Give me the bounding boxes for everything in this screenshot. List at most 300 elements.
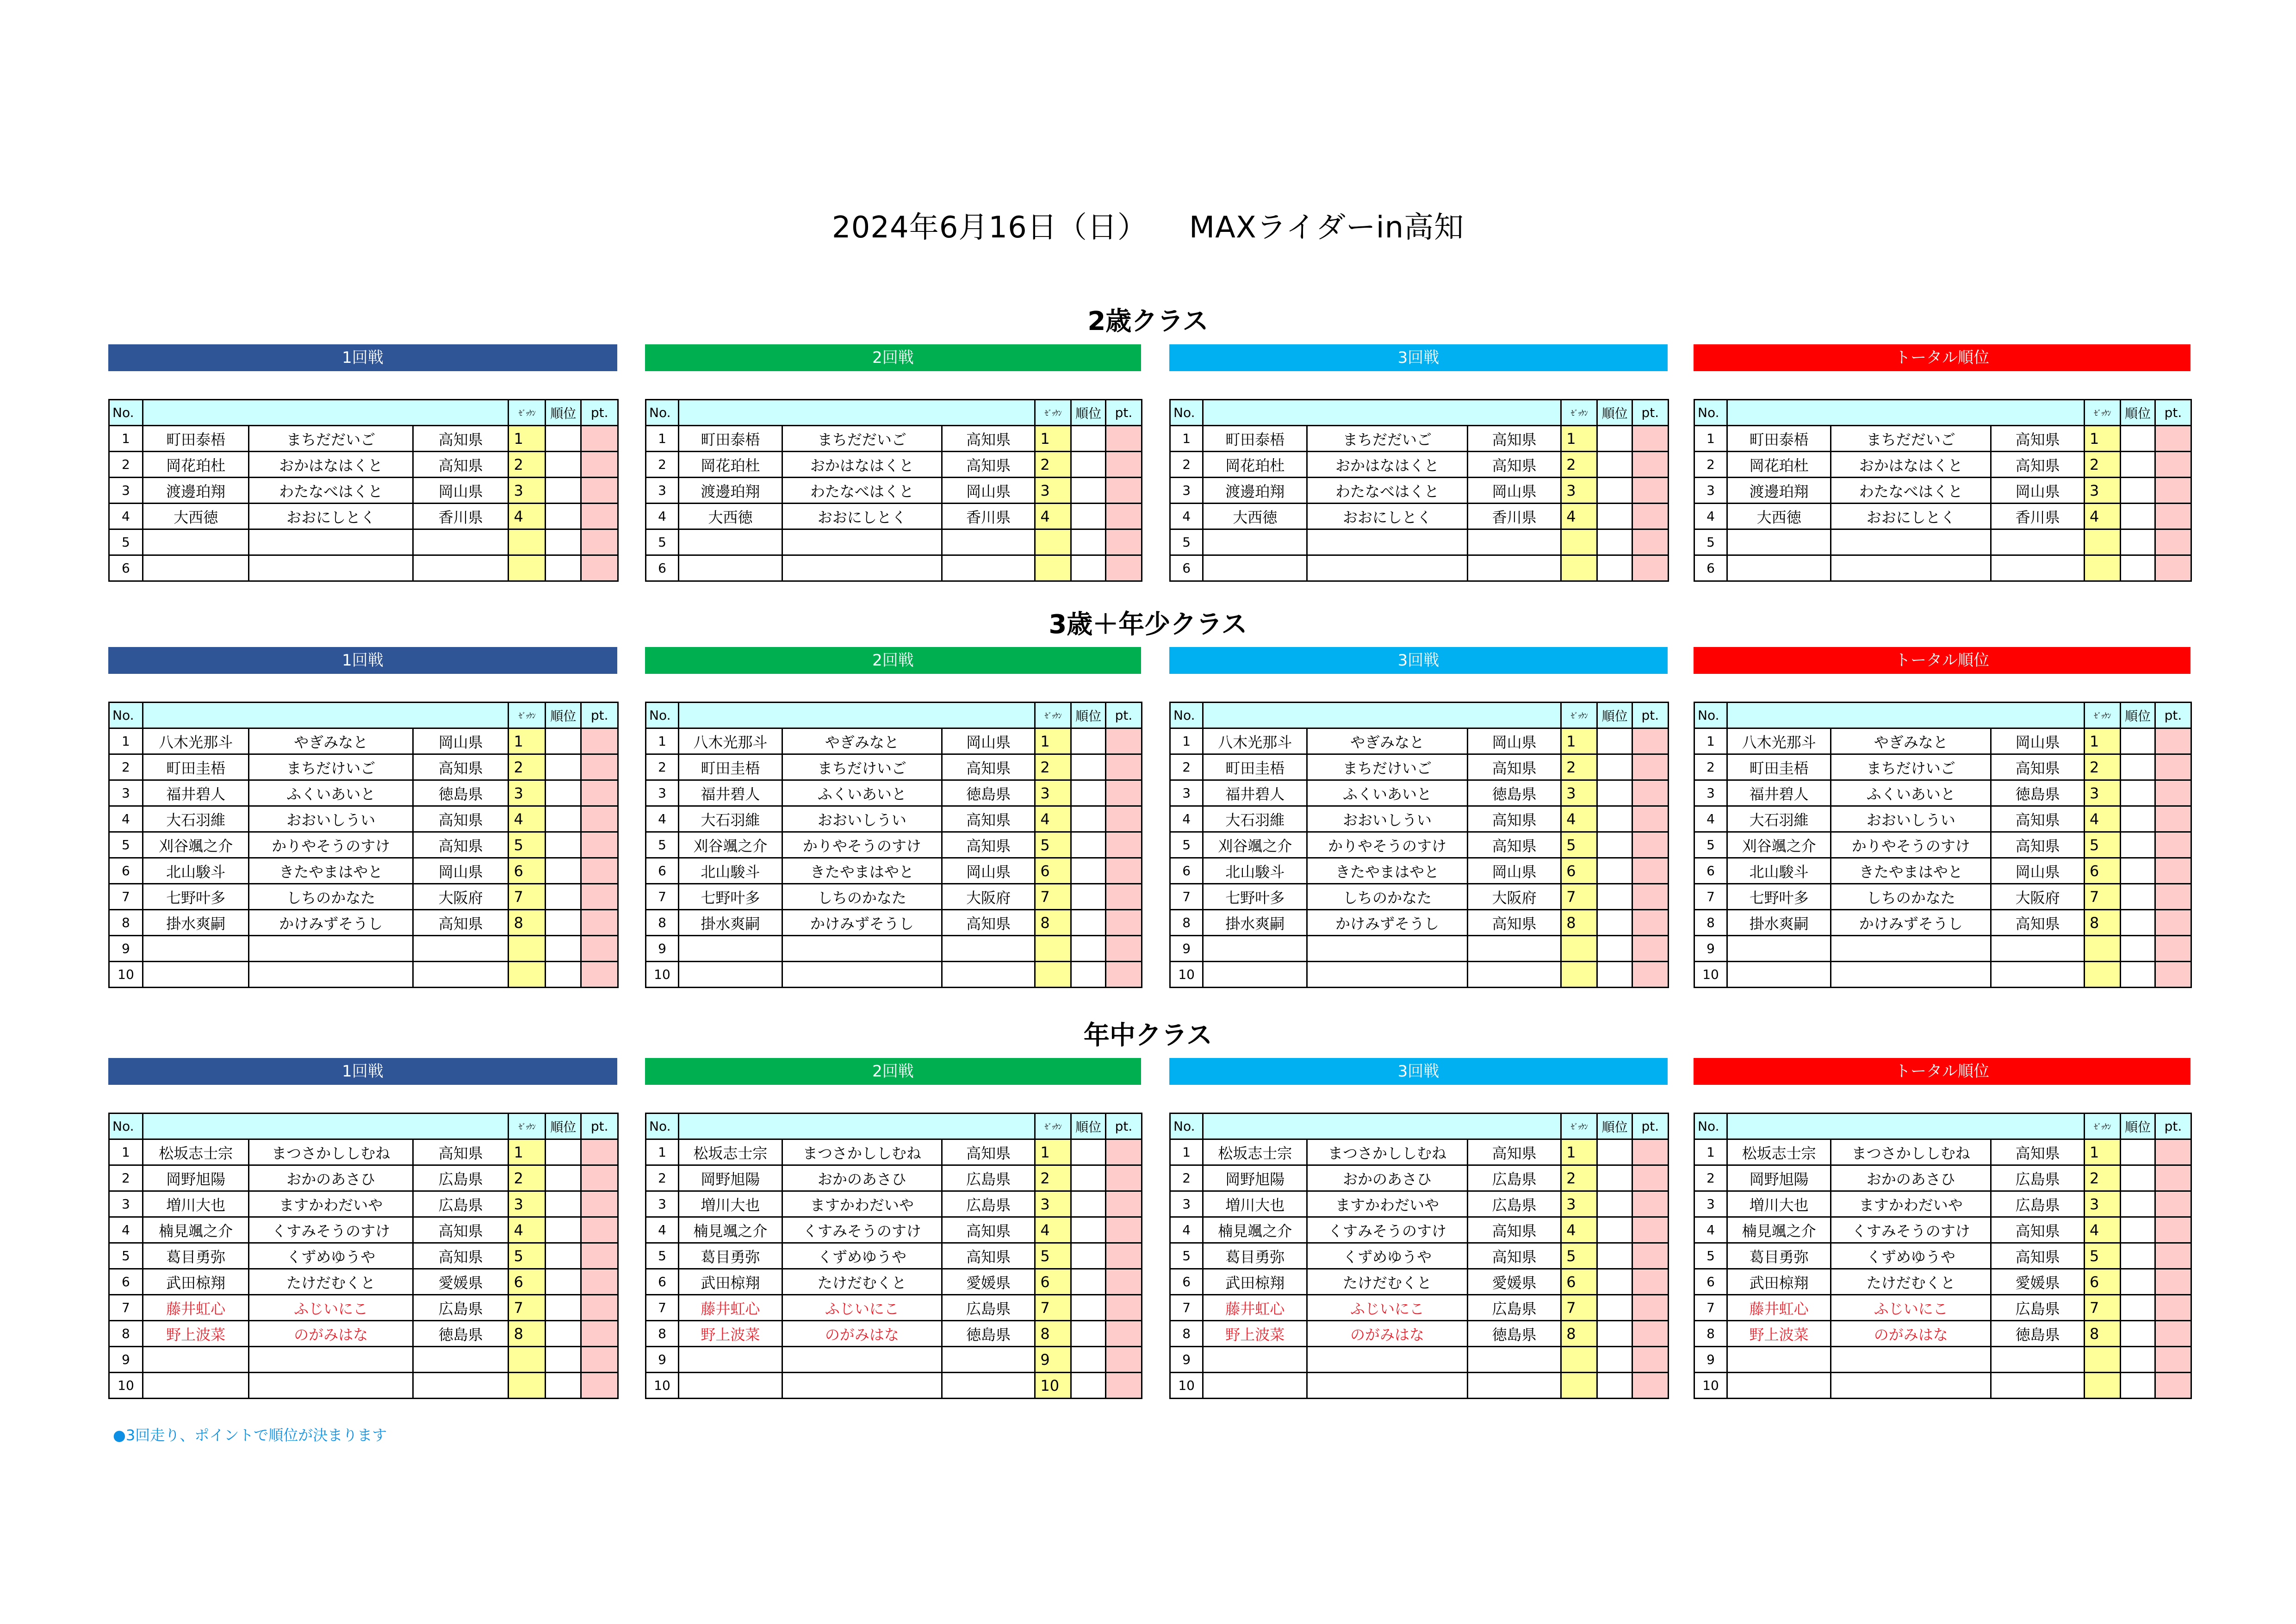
rank-cell[interactable] bbox=[1597, 1321, 1632, 1347]
round-header-1: 1回戦 bbox=[108, 344, 617, 371]
row-number: 6 bbox=[646, 1269, 679, 1295]
rank-cell[interactable] bbox=[546, 504, 581, 529]
points-cell[interactable] bbox=[1106, 1373, 1142, 1399]
rank-cell[interactable] bbox=[2120, 1321, 2155, 1347]
points-cell[interactable] bbox=[1632, 1373, 1668, 1399]
row-number: 5 bbox=[1170, 832, 1203, 858]
rank-cell[interactable] bbox=[2120, 529, 2155, 555]
points-cell[interactable] bbox=[1632, 806, 1668, 832]
points-cell[interactable] bbox=[2155, 504, 2191, 529]
rider-kana: おかはなはくと bbox=[249, 452, 413, 478]
row-number: 7 bbox=[1170, 884, 1203, 910]
rider-name bbox=[1203, 962, 1307, 988]
rank-cell[interactable] bbox=[1597, 780, 1632, 806]
table-header-row bbox=[109, 1114, 618, 1139]
rank-cell[interactable] bbox=[1071, 555, 1106, 581]
row-number: 5 bbox=[646, 529, 679, 555]
points-cell[interactable] bbox=[1106, 806, 1142, 832]
rank-cell[interactable] bbox=[2120, 858, 2155, 884]
rank-cell[interactable] bbox=[546, 1321, 581, 1347]
points-cell[interactable] bbox=[2155, 426, 2191, 452]
rank-cell[interactable] bbox=[2120, 1269, 2155, 1295]
rank-cell[interactable] bbox=[546, 1191, 581, 1217]
row-number: 9 bbox=[109, 936, 143, 962]
table-row bbox=[109, 1243, 618, 1269]
points-cell[interactable] bbox=[2155, 1243, 2191, 1269]
points-cell[interactable] bbox=[1632, 478, 1668, 504]
points-cell[interactable] bbox=[1106, 1217, 1142, 1243]
points-cell[interactable] bbox=[1632, 1139, 1668, 1165]
points-cell[interactable] bbox=[1106, 478, 1142, 504]
points-cell[interactable] bbox=[1106, 884, 1142, 910]
points-cell[interactable] bbox=[1632, 504, 1668, 529]
rank-cell[interactable] bbox=[1597, 884, 1632, 910]
table-row bbox=[1694, 426, 2191, 452]
bib-number: 5 bbox=[2084, 832, 2120, 858]
rider-prefecture: 高知県 bbox=[1991, 1217, 2085, 1243]
rank-cell[interactable] bbox=[2120, 1373, 2155, 1399]
points-cell[interactable] bbox=[1106, 1139, 1142, 1165]
rank-cell[interactable] bbox=[546, 728, 581, 754]
table-row bbox=[1170, 555, 1669, 581]
rank-cell[interactable] bbox=[2120, 1139, 2155, 1165]
rider-name: 藤井虹心 bbox=[679, 1295, 782, 1321]
bib-number: 8 bbox=[1035, 910, 1071, 936]
points-cell[interactable] bbox=[581, 1217, 618, 1243]
bib-number bbox=[509, 936, 546, 962]
points-cell[interactable] bbox=[1106, 1269, 1142, 1295]
points-cell[interactable] bbox=[581, 780, 618, 806]
points-cell[interactable] bbox=[1106, 910, 1142, 936]
points-cell[interactable] bbox=[581, 728, 618, 754]
points-cell[interactable] bbox=[581, 1191, 618, 1217]
rank-cell[interactable] bbox=[1071, 1165, 1106, 1191]
header-no: No. bbox=[1694, 400, 1727, 426]
event-date: 2024年6月16日（日） bbox=[832, 211, 1148, 245]
rank-cell[interactable] bbox=[2120, 728, 2155, 754]
rank-cell[interactable] bbox=[2120, 426, 2155, 452]
points-cell[interactable] bbox=[581, 1295, 618, 1321]
rank-cell[interactable] bbox=[546, 1295, 581, 1321]
bib-number: 4 bbox=[509, 1217, 546, 1243]
rider-name: 松坂志士宗 bbox=[679, 1139, 782, 1165]
rank-cell[interactable] bbox=[1597, 426, 1632, 452]
bib-number: 5 bbox=[1035, 832, 1071, 858]
rider-name: 渡邊珀翔 bbox=[143, 478, 249, 504]
rider-prefecture: 岡山県 bbox=[413, 728, 509, 754]
points-cell[interactable] bbox=[1106, 452, 1142, 478]
table-row bbox=[109, 529, 618, 555]
rank-cell[interactable] bbox=[1071, 962, 1106, 988]
table-row bbox=[109, 1373, 618, 1399]
points-cell[interactable] bbox=[2155, 728, 2191, 754]
rank-cell[interactable] bbox=[546, 1165, 581, 1191]
points-cell[interactable] bbox=[2155, 1373, 2191, 1399]
rank-cell[interactable] bbox=[1597, 754, 1632, 780]
points-cell[interactable] bbox=[1632, 910, 1668, 936]
bib-number: 7 bbox=[1035, 884, 1071, 910]
rank-cell[interactable] bbox=[1071, 1139, 1106, 1165]
points-cell[interactable] bbox=[1106, 529, 1142, 555]
points-cell[interactable] bbox=[1106, 1295, 1142, 1321]
points-cell[interactable] bbox=[1106, 754, 1142, 780]
rider-name: 掛水爽嗣 bbox=[143, 910, 249, 936]
rank-cell[interactable] bbox=[1597, 1243, 1632, 1269]
points-cell[interactable] bbox=[581, 452, 618, 478]
rider-kana: おおいしうい bbox=[1831, 806, 1991, 832]
bib-number: 7 bbox=[1561, 1295, 1597, 1321]
rank-cell[interactable] bbox=[1071, 504, 1106, 529]
rider-kana: ふじいにこ bbox=[782, 1295, 942, 1321]
rank-cell[interactable] bbox=[1071, 1269, 1106, 1295]
bib-number: 7 bbox=[509, 884, 546, 910]
rank-cell[interactable] bbox=[1071, 1321, 1106, 1347]
class-title: 年中クラス bbox=[1083, 1020, 1213, 1051]
bib-number: 2 bbox=[509, 1165, 546, 1191]
points-cell[interactable] bbox=[1106, 728, 1142, 754]
round-header-1: 1回戦 bbox=[108, 1058, 617, 1085]
rank-cell[interactable] bbox=[1071, 754, 1106, 780]
rank-cell[interactable] bbox=[546, 936, 581, 962]
points-cell[interactable] bbox=[1632, 884, 1668, 910]
rank-cell[interactable] bbox=[1071, 1243, 1106, 1269]
bib-number bbox=[2084, 529, 2120, 555]
points-cell[interactable] bbox=[2155, 962, 2191, 988]
rank-cell[interactable] bbox=[546, 555, 581, 581]
rank-cell[interactable] bbox=[546, 832, 581, 858]
rank-cell[interactable] bbox=[1597, 1139, 1632, 1165]
rider-kana: まつさかししむね bbox=[1831, 1139, 1991, 1165]
rider-kana bbox=[1307, 962, 1468, 988]
rank-cell[interactable] bbox=[2120, 1243, 2155, 1269]
points-cell[interactable] bbox=[581, 1165, 618, 1191]
table-header-row bbox=[1694, 400, 2191, 426]
row-number: 7 bbox=[646, 884, 679, 910]
rank-cell[interactable] bbox=[546, 1347, 581, 1373]
rank-cell[interactable] bbox=[1597, 728, 1632, 754]
rank-cell[interactable] bbox=[1597, 962, 1632, 988]
points-cell[interactable] bbox=[1632, 555, 1668, 581]
rank-cell[interactable] bbox=[546, 884, 581, 910]
header-pt: pt. bbox=[2155, 703, 2191, 728]
bib-number: 6 bbox=[2084, 858, 2120, 884]
points-cell[interactable] bbox=[1106, 1191, 1142, 1217]
points-cell[interactable] bbox=[581, 1243, 618, 1269]
rank-cell[interactable] bbox=[2120, 832, 2155, 858]
bib-number: 4 bbox=[2084, 504, 2120, 529]
points-cell[interactable] bbox=[2155, 1139, 2191, 1165]
rider-prefecture: 大阪府 bbox=[1991, 884, 2085, 910]
table-row bbox=[1694, 1217, 2191, 1243]
points-cell[interactable] bbox=[1632, 1295, 1668, 1321]
rank-cell[interactable] bbox=[1597, 478, 1632, 504]
rank-cell[interactable] bbox=[546, 529, 581, 555]
points-cell[interactable] bbox=[2155, 780, 2191, 806]
points-cell[interactable] bbox=[581, 426, 618, 452]
rank-cell[interactable] bbox=[546, 478, 581, 504]
rank-cell[interactable] bbox=[1071, 910, 1106, 936]
rider-prefecture bbox=[413, 936, 509, 962]
rank-cell[interactable] bbox=[2120, 555, 2155, 581]
rank-cell[interactable] bbox=[1597, 555, 1632, 581]
rank-cell[interactable] bbox=[1071, 1191, 1106, 1217]
rank-cell[interactable] bbox=[1597, 1373, 1632, 1399]
points-cell[interactable] bbox=[581, 832, 618, 858]
row-number: 3 bbox=[109, 1191, 143, 1217]
rider-kana: のがみはな bbox=[782, 1321, 942, 1347]
points-cell[interactable] bbox=[2155, 1347, 2191, 1373]
rank-cell[interactable] bbox=[1597, 504, 1632, 529]
rank-cell[interactable] bbox=[1597, 529, 1632, 555]
rank-cell[interactable] bbox=[546, 806, 581, 832]
table-row bbox=[646, 1139, 1142, 1165]
rider-kana: ふくいあいと bbox=[1307, 780, 1468, 806]
table-row bbox=[1170, 936, 1669, 962]
rank-cell[interactable] bbox=[1597, 936, 1632, 962]
points-cell[interactable] bbox=[2155, 832, 2191, 858]
points-cell[interactable] bbox=[1106, 1165, 1142, 1191]
points-cell[interactable] bbox=[581, 529, 618, 555]
points-cell[interactable] bbox=[2155, 555, 2191, 581]
points-cell[interactable] bbox=[581, 1347, 618, 1373]
rank-cell[interactable] bbox=[1597, 452, 1632, 478]
rank-cell[interactable] bbox=[2120, 936, 2155, 962]
points-cell[interactable] bbox=[1106, 780, 1142, 806]
points-cell[interactable] bbox=[1632, 832, 1668, 858]
rank-cell[interactable] bbox=[546, 452, 581, 478]
rank-cell[interactable] bbox=[1597, 1165, 1632, 1191]
points-cell[interactable] bbox=[1632, 962, 1668, 988]
points-cell[interactable] bbox=[1632, 1191, 1668, 1217]
rank-cell[interactable] bbox=[1071, 858, 1106, 884]
points-cell[interactable] bbox=[1632, 1217, 1668, 1243]
points-cell[interactable] bbox=[1106, 962, 1142, 988]
points-cell[interactable] bbox=[2155, 1295, 2191, 1321]
table-row bbox=[109, 1217, 618, 1243]
points-cell[interactable] bbox=[1106, 555, 1142, 581]
table-header-row bbox=[109, 400, 618, 426]
points-cell[interactable] bbox=[581, 806, 618, 832]
rider-name bbox=[679, 529, 782, 555]
rank-cell[interactable] bbox=[2120, 910, 2155, 936]
rank-cell[interactable] bbox=[2120, 1217, 2155, 1243]
rank-cell[interactable] bbox=[1071, 1295, 1106, 1321]
round-header-3: 3回戦 bbox=[1169, 1058, 1668, 1085]
row-number: 1 bbox=[1694, 1139, 1727, 1165]
rank-cell[interactable] bbox=[546, 1269, 581, 1295]
rank-cell[interactable] bbox=[546, 1217, 581, 1243]
table-row bbox=[1170, 478, 1669, 504]
points-cell[interactable] bbox=[1106, 1243, 1142, 1269]
rider-name bbox=[1203, 555, 1307, 581]
points-cell[interactable] bbox=[1106, 858, 1142, 884]
rank-cell[interactable] bbox=[2120, 1191, 2155, 1217]
rank-cell[interactable] bbox=[1071, 1347, 1106, 1373]
header-no: No. bbox=[1694, 1114, 1727, 1139]
header-name bbox=[143, 1114, 509, 1139]
table-header-row bbox=[1694, 703, 2191, 728]
points-cell[interactable] bbox=[2155, 1321, 2191, 1347]
rider-name: 葛目勇弥 bbox=[679, 1243, 782, 1269]
points-cell[interactable] bbox=[581, 858, 618, 884]
rank-cell[interactable] bbox=[2120, 478, 2155, 504]
rider-kana: きたやまはやと bbox=[782, 858, 942, 884]
rider-kana: しちのかなた bbox=[249, 884, 413, 910]
row-number: 5 bbox=[1694, 1243, 1727, 1269]
rank-cell[interactable] bbox=[1597, 1217, 1632, 1243]
rank-cell[interactable] bbox=[1071, 478, 1106, 504]
points-cell[interactable] bbox=[581, 1373, 618, 1399]
rank-cell[interactable] bbox=[1597, 1295, 1632, 1321]
rank-cell[interactable] bbox=[2120, 1347, 2155, 1373]
points-cell[interactable] bbox=[581, 1269, 618, 1295]
points-cell[interactable] bbox=[2155, 1165, 2191, 1191]
bib-number: 6 bbox=[1561, 1269, 1597, 1295]
rank-cell[interactable] bbox=[2120, 806, 2155, 832]
points-cell[interactable] bbox=[2155, 754, 2191, 780]
rank-cell[interactable] bbox=[1071, 832, 1106, 858]
table-row bbox=[646, 832, 1142, 858]
rank-cell[interactable] bbox=[546, 858, 581, 884]
rank-cell[interactable] bbox=[1597, 1191, 1632, 1217]
header-bib: ｾﾞｯｹﾝ bbox=[2084, 1114, 2120, 1139]
rider-name: 八木光那斗 bbox=[1727, 728, 1831, 754]
points-cell[interactable] bbox=[581, 555, 618, 581]
points-cell[interactable] bbox=[2155, 936, 2191, 962]
points-cell[interactable] bbox=[2155, 884, 2191, 910]
points-cell[interactable] bbox=[581, 1139, 618, 1165]
points-cell[interactable] bbox=[2155, 1191, 2191, 1217]
rank-cell[interactable] bbox=[1071, 1217, 1106, 1243]
points-cell[interactable] bbox=[581, 1321, 618, 1347]
points-cell[interactable] bbox=[1632, 1347, 1668, 1373]
rank-cell[interactable] bbox=[2120, 780, 2155, 806]
rank-cell[interactable] bbox=[1071, 780, 1106, 806]
rider-name: 町田泰梧 bbox=[143, 426, 249, 452]
rider-prefecture bbox=[413, 555, 509, 581]
rider-kana: しちのかなた bbox=[1831, 884, 1991, 910]
rank-cell[interactable] bbox=[2120, 884, 2155, 910]
rank-cell[interactable] bbox=[2120, 504, 2155, 529]
rider-prefecture: 岡山県 bbox=[413, 858, 509, 884]
rider-name bbox=[1203, 1347, 1307, 1373]
points-cell[interactable] bbox=[1632, 529, 1668, 555]
rider-name: 掛水爽嗣 bbox=[679, 910, 782, 936]
points-cell[interactable] bbox=[1632, 728, 1668, 754]
rank-cell[interactable] bbox=[546, 1139, 581, 1165]
rider-kana: まちだだいご bbox=[782, 426, 942, 452]
table-row bbox=[109, 504, 618, 529]
rank-cell[interactable] bbox=[2120, 1295, 2155, 1321]
rank-cell[interactable] bbox=[2120, 452, 2155, 478]
points-cell[interactable] bbox=[581, 754, 618, 780]
rider-prefecture: 香川県 bbox=[413, 504, 509, 529]
points-cell[interactable] bbox=[1106, 1347, 1142, 1373]
points-cell[interactable] bbox=[581, 962, 618, 988]
points-cell[interactable] bbox=[2155, 529, 2191, 555]
row-number: 4 bbox=[109, 1217, 143, 1243]
header-name bbox=[1203, 1114, 1561, 1139]
points-cell[interactable] bbox=[2155, 452, 2191, 478]
points-cell[interactable] bbox=[1632, 754, 1668, 780]
rank-cell[interactable] bbox=[546, 754, 581, 780]
points-cell[interactable] bbox=[2155, 478, 2191, 504]
rank-cell[interactable] bbox=[1597, 1347, 1632, 1373]
points-cell[interactable] bbox=[1106, 426, 1142, 452]
table-row bbox=[646, 1295, 1142, 1321]
points-cell[interactable] bbox=[581, 936, 618, 962]
points-cell[interactable] bbox=[2155, 910, 2191, 936]
points-cell[interactable] bbox=[1632, 452, 1668, 478]
rider-name: 福井碧人 bbox=[143, 780, 249, 806]
rank-cell[interactable] bbox=[1597, 1269, 1632, 1295]
rank-cell[interactable] bbox=[1071, 452, 1106, 478]
points-cell[interactable] bbox=[1632, 426, 1668, 452]
points-cell[interactable] bbox=[581, 504, 618, 529]
rank-cell[interactable] bbox=[546, 426, 581, 452]
rank-cell[interactable] bbox=[1071, 426, 1106, 452]
table-row bbox=[109, 1269, 618, 1295]
rank-cell[interactable] bbox=[546, 1373, 581, 1399]
row-number: 8 bbox=[1170, 910, 1203, 936]
points-cell[interactable] bbox=[2155, 1269, 2191, 1295]
points-cell[interactable] bbox=[2155, 806, 2191, 832]
rider-name bbox=[1727, 962, 1831, 988]
rank-cell[interactable] bbox=[2120, 962, 2155, 988]
bib-number bbox=[1561, 1373, 1597, 1399]
points-cell[interactable] bbox=[1632, 780, 1668, 806]
points-cell[interactable] bbox=[1632, 858, 1668, 884]
points-cell[interactable] bbox=[2155, 858, 2191, 884]
rank-cell[interactable] bbox=[2120, 754, 2155, 780]
rank-cell[interactable] bbox=[546, 1243, 581, 1269]
points-cell[interactable] bbox=[581, 884, 618, 910]
rank-cell[interactable] bbox=[546, 962, 581, 988]
rider-name: 岡花珀杜 bbox=[1203, 452, 1307, 478]
rank-cell[interactable] bbox=[1071, 884, 1106, 910]
points-cell[interactable] bbox=[1106, 832, 1142, 858]
points-cell[interactable] bbox=[1106, 1321, 1142, 1347]
rank-cell[interactable] bbox=[2120, 1165, 2155, 1191]
points-cell[interactable] bbox=[581, 478, 618, 504]
points-cell[interactable] bbox=[1106, 504, 1142, 529]
rank-cell[interactable] bbox=[546, 780, 581, 806]
points-cell[interactable] bbox=[1632, 1165, 1668, 1191]
bib-number: 7 bbox=[1035, 1295, 1071, 1321]
rank-cell[interactable] bbox=[1597, 832, 1632, 858]
points-cell[interactable] bbox=[1632, 1243, 1668, 1269]
points-cell[interactable] bbox=[581, 910, 618, 936]
points-cell[interactable] bbox=[1632, 1321, 1668, 1347]
rank-cell[interactable] bbox=[1597, 858, 1632, 884]
points-cell[interactable] bbox=[2155, 1217, 2191, 1243]
rank-cell[interactable] bbox=[1597, 910, 1632, 936]
rank-cell[interactable] bbox=[1597, 806, 1632, 832]
bib-number: 3 bbox=[509, 780, 546, 806]
rank-cell[interactable] bbox=[1071, 936, 1106, 962]
rank-cell[interactable] bbox=[1071, 806, 1106, 832]
rank-cell[interactable] bbox=[546, 910, 581, 936]
points-cell[interactable] bbox=[1632, 1269, 1668, 1295]
results-table bbox=[1169, 1113, 1669, 1399]
points-cell[interactable] bbox=[1632, 936, 1668, 962]
rank-cell[interactable] bbox=[1071, 728, 1106, 754]
points-cell[interactable] bbox=[1106, 936, 1142, 962]
rank-cell[interactable] bbox=[1071, 1373, 1106, 1399]
rider-kana: ふくいあいと bbox=[249, 780, 413, 806]
results-table bbox=[108, 399, 619, 582]
rank-cell[interactable] bbox=[1071, 529, 1106, 555]
